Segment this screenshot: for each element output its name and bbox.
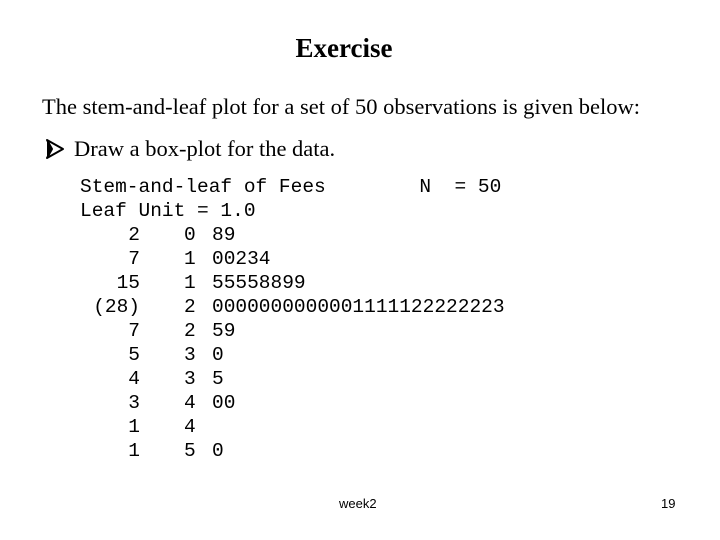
slide-title: Exercise: [295, 33, 393, 63]
stem-leaf-count: 2: [128, 224, 140, 246]
stem-leaf-row: [80, 271, 501, 295]
stem-leaf-count: 7: [128, 320, 140, 342]
stem-leaf-header: Stem-and-leaf of Fees N = 50: [80, 176, 502, 198]
stem-leaf-count: 5: [128, 344, 140, 366]
stem-leaf-leaves: 5: [212, 368, 224, 390]
arrow-bullet-icon: [44, 138, 66, 160]
stem-leaf-row: [80, 391, 501, 415]
stem-leaf-unit: Leaf Unit = 1.0: [80, 200, 256, 222]
stem-leaf-stem: 4: [184, 416, 196, 438]
stem-leaf-stem: 2: [184, 296, 196, 318]
stem-leaf-count: (28): [93, 296, 140, 318]
intro-text: The stem-and-leaf plot for a set of 50 observations is given below:: [42, 94, 640, 119]
stem-leaf-stem: 2: [184, 320, 196, 342]
stem-leaf-row: [80, 343, 501, 367]
stem-leaf-leaves: 00: [212, 392, 236, 414]
stem-leaf-count: 4: [128, 368, 140, 390]
stem-leaf-leaves: 59: [212, 320, 236, 342]
stem-leaf-count: 1: [128, 416, 140, 438]
stem-and-leaf-plot: [80, 175, 505, 463]
stem-leaf-stem: 0: [184, 224, 196, 246]
stem-leaf-leaves: 00234: [212, 248, 271, 270]
stem-leaf-leaves: 89: [212, 224, 236, 246]
stem-leaf-stem: 5: [184, 440, 196, 462]
stem-leaf-count: 7: [128, 248, 140, 270]
stem-leaf-leaves: 55558899: [212, 272, 306, 294]
stem-leaf-row: [80, 223, 501, 247]
stem-leaf-leaves: 0000000000001111122222223: [212, 296, 505, 318]
stem-leaf-stem: 3: [184, 344, 196, 366]
stem-leaf-leaves: 0: [212, 344, 224, 366]
stem-leaf-rows: [80, 223, 505, 463]
stem-leaf-stem: 1: [184, 248, 196, 270]
stem-leaf-row: [80, 319, 501, 343]
stem-leaf-row: [80, 247, 501, 271]
footer-label: week2: [339, 496, 377, 511]
stem-leaf-row: [80, 367, 501, 391]
stem-leaf-leaves: 0: [212, 440, 224, 462]
stem-leaf-count: 1: [128, 440, 140, 462]
stem-leaf-row: [80, 295, 505, 319]
stem-leaf-row: [80, 439, 501, 463]
page-number: 19: [661, 496, 676, 511]
bullet-item: [44, 136, 335, 162]
stem-leaf-row: [80, 415, 501, 439]
stem-leaf-count: 3: [128, 392, 140, 414]
stem-leaf-stem: 3: [184, 368, 196, 390]
stem-leaf-stem: 1: [184, 272, 196, 294]
stem-leaf-stem: 4: [184, 392, 196, 414]
stem-leaf-count: 15: [116, 272, 140, 294]
bullet-text: Draw a box-plot for the data.: [74, 136, 336, 161]
